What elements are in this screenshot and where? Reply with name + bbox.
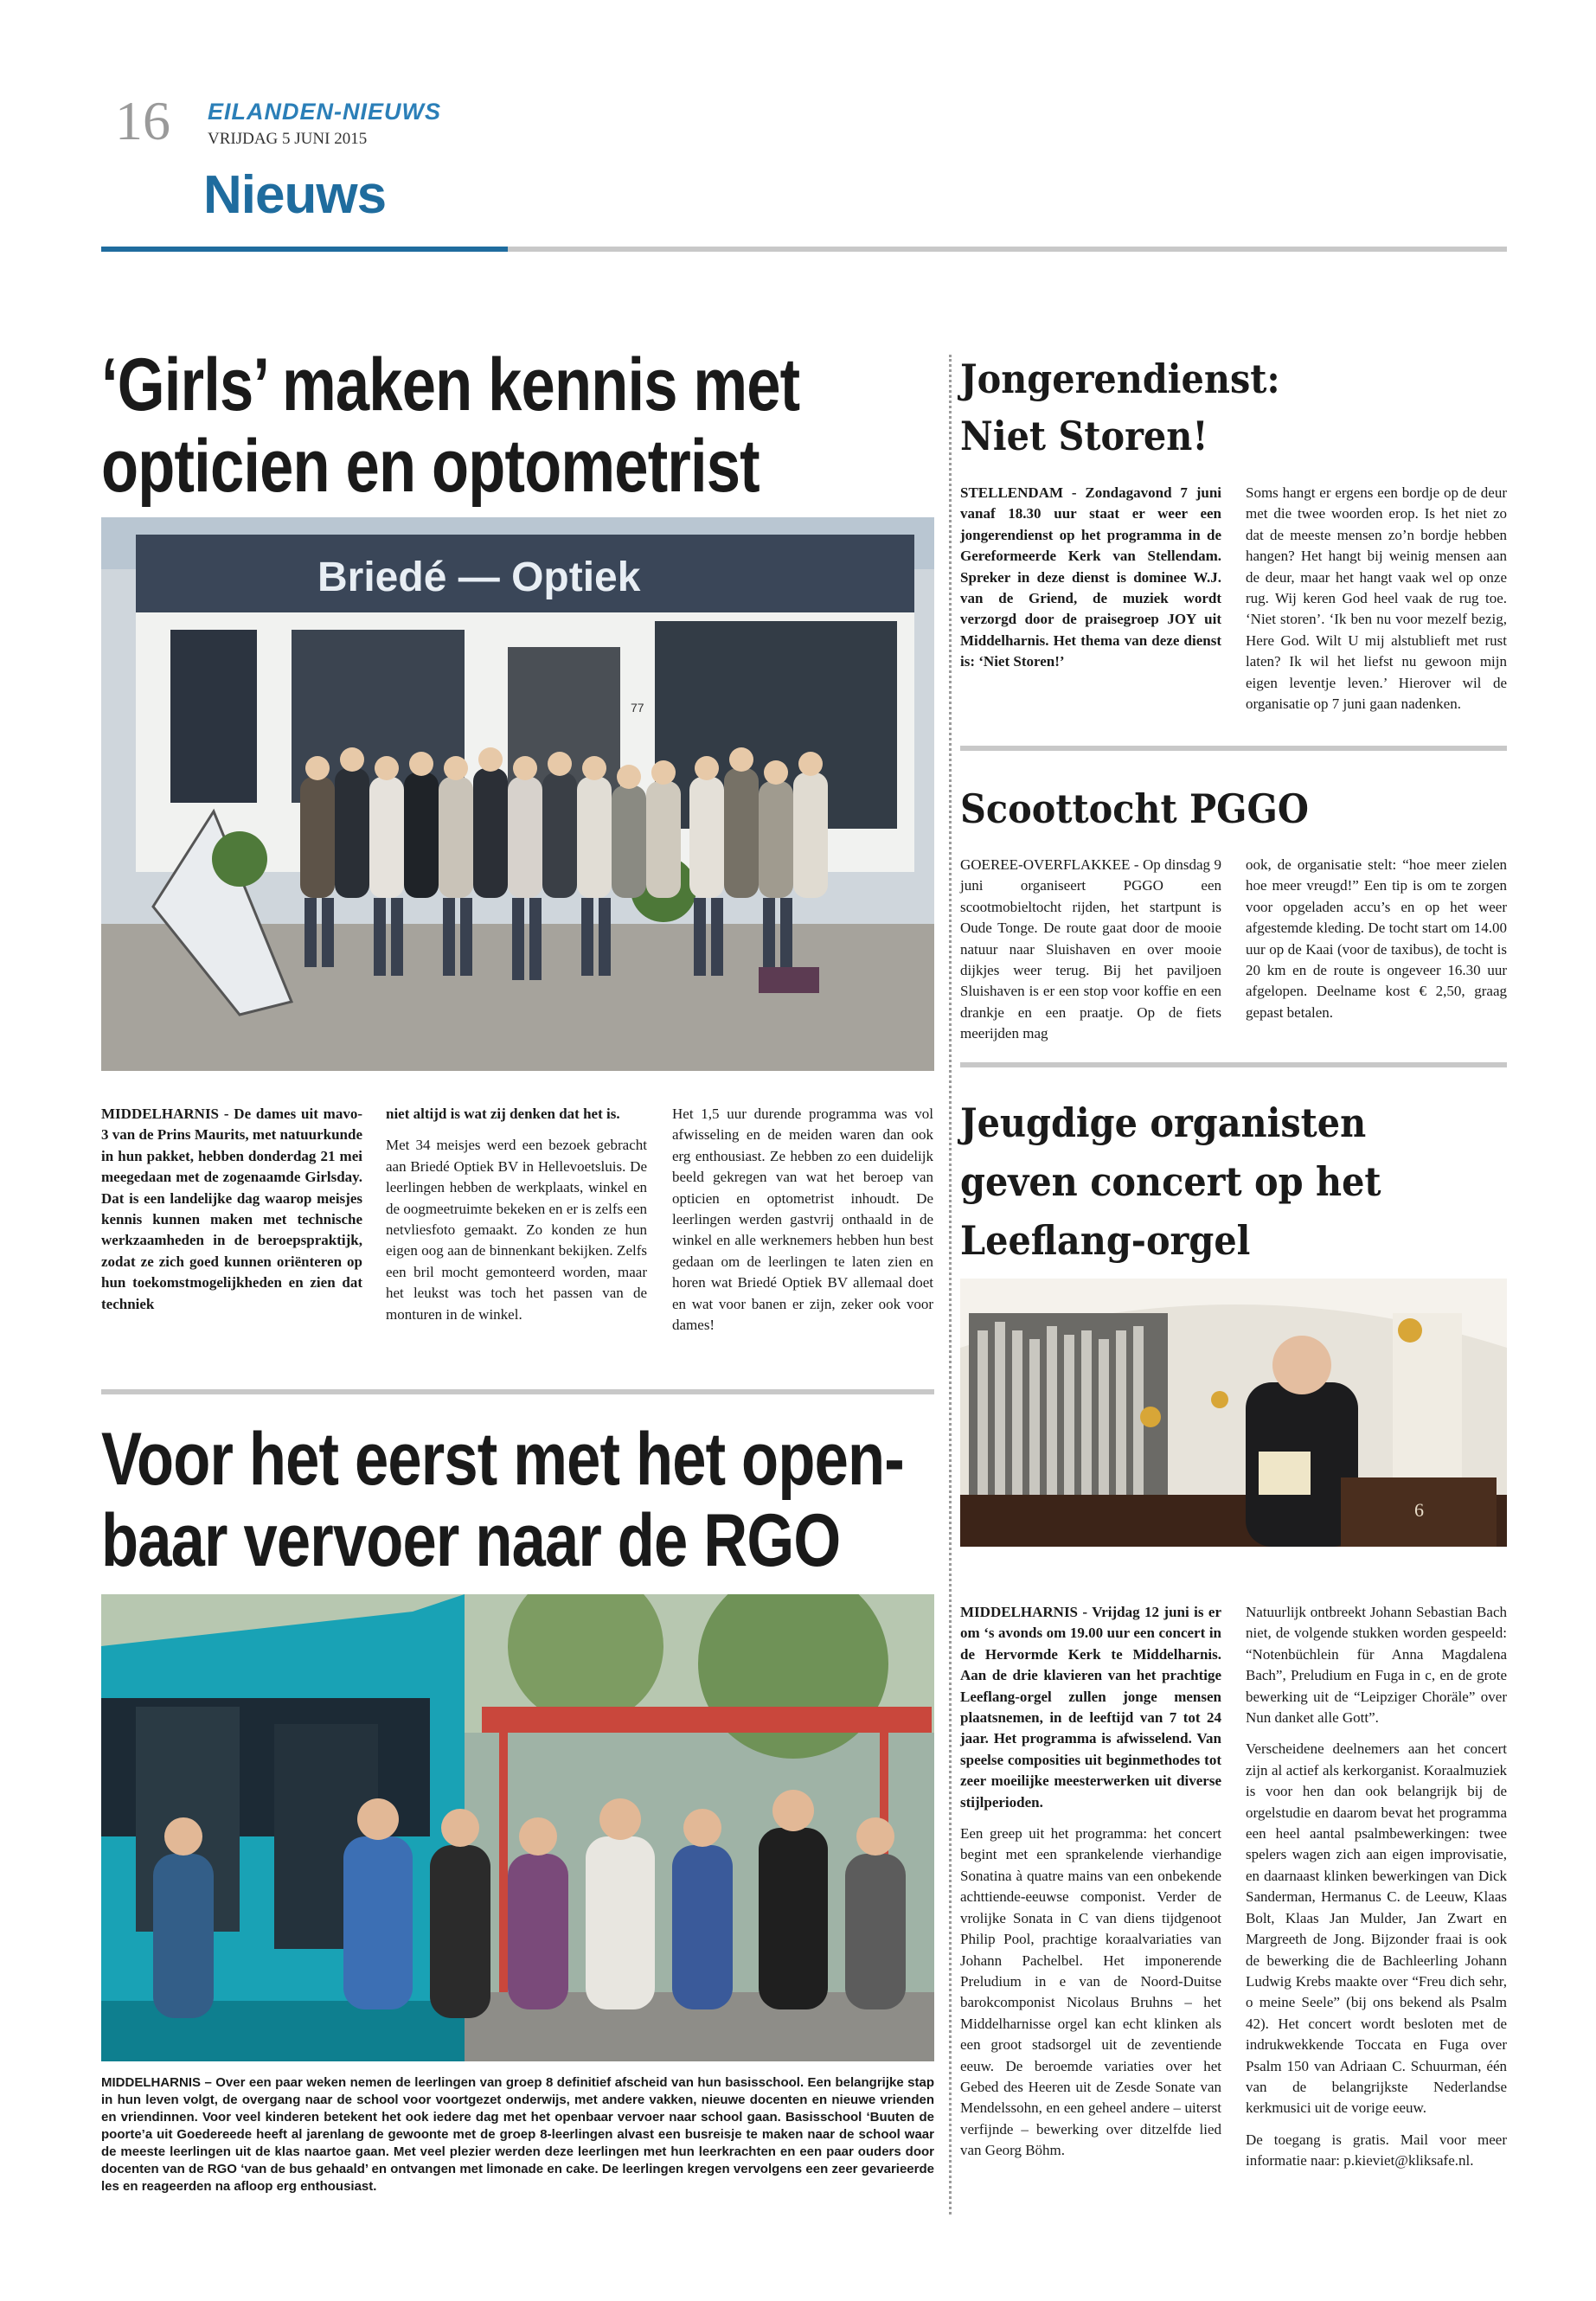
headline-line: Jongerendienst: — [960, 356, 1280, 402]
photo-organ-church — [960, 1279, 1507, 1547]
headline-line: baar vervoer naar de RGO — [101, 1499, 841, 1582]
article-organisten-lead: MIDDELHARNIS - Vrijdag 12 juni is er om ‘s avonds om 19.00 uur een concert in de Hervormde Kerk te Middelharnis. Aan de drie klavieren van het prachtige Leeflang-orgel zullen jonge mensen plaatsnemen, in de leeftijd van 7 tot 24 jaar. Het programma is afwisselend. Van speelse composities uit beginmethodes tot zeer moeilijke meesterwerken uit diverse stijlperioden. — [960, 1604, 1221, 1811]
article-girls-col2-lead: niet altijd is wat zij denken dat het is. — [386, 1106, 620, 1122]
article-rgo-headline — [101, 1419, 904, 1581]
publication-date: VRIJDAG 5 JUNI 2015 — [208, 130, 368, 148]
column-divider — [949, 355, 952, 2214]
photo-optician-shop — [101, 517, 934, 1071]
article-divider — [101, 1389, 934, 1394]
article-scoottocht-col1: GOEREE-OVERFLAKKEE - Op dinsdag 9 juni organiseert PGGO een scootmobieltocht rijden, het startpunt is Oude Tonge. De route gaat door de mooie natuur naar Sluishaven en over mooie dijkjes weer terug. Bij het paviljoen Sluishaven is er een stop voor koffie en een drankje en een praatje. Op de fiets meerijden mag — [960, 856, 1221, 1042]
shop-sign: Briedé — Optiek — [317, 554, 641, 600]
headline-line: opticien en optometrist — [101, 425, 760, 508]
house-number: 77 — [631, 701, 644, 715]
article-divider — [960, 746, 1507, 751]
article-organisten-col2 — [1246, 1602, 1507, 2172]
article-organisten-col2-p1: Natuurlijk ontbreekt Johann Sebastian Bach niet, de volgende stukken worden gespeeld: “Notenbüchlein für Anna Magdalena Bach”, Preludium en Fuga in c, en de grote bewerking uit de “Leipziger Choräle” over Nun danket alle Gott”. — [1246, 1604, 1507, 1727]
article-girls-col1: MIDDELHARNIS - De dames uit mavo-3 van de Prins Maurits, met natuurkunde in hun pakket, hebben donderdag 21 mei meegedaan met de zogenaamde Girlsday. Dat is een landelijke dag waarop meisjes kennis kunnen maken met technische werkzaamheden in de beroepspraktijk, zodat ze zich goed kunnen oriënteren op hun toekomstmogelijkheden en zien dat techniek — [101, 1106, 362, 1312]
article-divider — [960, 1062, 1507, 1067]
section-title: Nieuws — [203, 165, 387, 225]
article-organisten-col2-p3: De toegang is gratis. Mail voor meer informatie naar: p.kieviet@kliksafe.nl. — [1246, 2131, 1507, 2170]
headline-line: geven concert op het — [960, 1158, 1381, 1205]
section-rule — [508, 247, 1507, 252]
photo-bus-students — [101, 1594, 934, 2061]
article-jongerendienst-col1: STELLENDAM - Zondagavond 7 juni vanaf 18.30 uur staat er weer een jongerendienst op het programma in de Gereformeerde Kerk van Stellendam. Spreker in deze dienst is dominee W.J. van de Griend, de muziek wordt verzorgd door de praisegroep JOY uit Middelharnis. Het thema van deze dienst is: ‘Niet Storen!’ — [960, 484, 1221, 670]
headline-line: ‘Girls’ maken kennis met — [101, 343, 800, 426]
headline-line: Jeugdige organisten — [960, 1099, 1367, 1146]
article-organisten-col2-p2: Verscheidene deelnemers aan het concert zijn al actief als kerkorganist. Koraalmuziek is voor hen dan ook belangrijk bij de orgelstudie en daarom bevat het programma een heel aantal psalmbewerkingen: twee spelers wagen zich aan eigen improvisatie, en daarnaast klinken bewerkingen van Dick Sanderman, Hermanus C. de Leeuw, Klaas Bolt, Klaas Jan Mulder, Jan Zwart en Margreeth de Jong. Bijzonder fraai is ook de bewerking die de Bachleerling Johann Ludwig Krebs maakte over “Freu dich sehr, o meine Seele” (bij ons bekend als Psalm 42). Het concert wordt besloten met de indrukwekkende Toccata en Fuga over Psalm 150 van Adriaan C. Schuurman, één van de belangrijkste Nederlandse kerkmusici uit de vorige eeuw. — [1246, 1740, 1507, 2117]
article-organisten-col1 — [960, 1602, 1221, 2162]
article-jongerendienst-headline — [960, 350, 1280, 465]
article-organisten-col1-body: Een greep uit het programma: het concert begint met een sprankelende vierhandige Sonatina à quatre mains van een onbekende achttiende-eeuwse componist. Verder de vrolijke Sonata in C van diens tijdgenoot Philip Pool, prachtige koraalvariaties van Johann Pachelbel. Het imponerende Preludium in e van de Noord-Duitse barokcomponist Nicolaus Bruhns – het Middelharnisse orgel kan echt klinken als een groot stadsorgel uit de zeventiende eeuw. De beroemde variaties over het Gebed des Heeren uit de Zesde Sonate van Mendelssohn, en een geheel andere – uiterst verfijnde – bewerking over ditzelfde lied van Georg Böhm. — [960, 1825, 1221, 2159]
article-scoottocht-headline: Scoottocht PGGO — [960, 785, 1309, 832]
newspaper-brand: EILANDEN-NIEUWS — [208, 99, 441, 125]
pew-number: 6 — [1414, 1499, 1424, 1521]
article-organisten-headline — [960, 1093, 1381, 1270]
headline-line: Leeflang-orgel — [960, 1217, 1251, 1264]
article-jongerendienst-col2: Soms hangt er ergens een bordje op de deur met die twee woorden erop. Is het niet zo dat de meeste mensen zo’n bordje hebben hangen? Het hangt bij weinig mensen aan de deur, maar het hangt vaak wel op onze rug. Wij keren God heel vaak de rug toe. ‘Niet storen’. ‘Ik ben nu voor mezelf bezig, Here God. Wilt U mij alstublieft met rust laten? Ik wil het liefst nu gewoon mijn eigen leventje leven.’ Hierover wil de organisatie op 7 juni gaan nadenken. — [1246, 484, 1507, 713]
article-scoottocht-col2: ook, de organisatie stelt: “hoe meer zielen hoe meer vreugd!” Een tip is om te zorgen voor opgeladen accu’s en op het weer afgestemde kleding. De tocht start om 14.00 uur op de Kaai (voor de taxibus), de tocht is 20 km en de route is ongeveer 16.30 uur afgelopen. Deelname kost € 2,50, graag gepast betalen. — [1246, 856, 1507, 1021]
page-number: 16 — [115, 90, 170, 151]
article-girls-col2-body: Met 34 meisjes werd een bezoek gebracht aan Briedé Optiek BV in Hellevoetsluis. De leerlingen hebben de werkplaats, winkel en de oogmeetruimte bekeken en er is zelfs een netvliesfoto gemaakt. Zo konden ze hun eigen oog aan de binnenkant bekijken. Zelfs een bril mocht gemonteerd worden, maar het leukst was toch het passen van de monturen in de winkel. — [386, 1137, 647, 1323]
article-girls-headline — [101, 344, 799, 507]
article-girls-col2 — [386, 1104, 647, 1325]
article-girls-col3: Het 1,5 uur durende programma was vol afwisseling en de meiden waren dan ook erg enthousiast. Ze hebben zo een duidelijk beeld gekregen van wat het beroep van opticien en optometrist inhoudt. De leerlingen werden gastvrij onthaald in de winkel en alle werknemers hebben hun best gedaan om de leerlingen te laten zien en horen wat Briedé Optiek BV allemaal doet en wat voor banen er zijn, zeker ook voor dames! — [672, 1106, 933, 1334]
photo-caption-rgo: MIDDELHARNIS – Over een paar weken nemen de leerlingen van groep 8 definitief afscheid van hun basisschool. Een belangrijke stap in hun leven volgt, de overgang naar de school voor voortgezet onderwijs, met andere vakken, nieuwe docenten en nieuwe vrienden en vriendinnen. Voor veel kinderen betekent het ook iedere dag met het openbaar vervoer naar school gaan. Basisschool ‘Buuten de poorte’a uit Goedereede heeft al jarenlang de gewoonte met de groep 8-leerlingen alvast een busreisje te maken naar de school waar de meeste leerlingen uit de klas naartoe gaan. Met veel plezier werden deze leerlingen met hun leerkrachten en een paar ouders door docenten van de RGO ‘van de bus gehaald’ en ontvangen met limonade en cake. De leerlingen kregen vervolgens een zeer gevarieerde les en reageerden na afloop erg enthousiast. — [101, 2075, 934, 2194]
section-rule-accent — [101, 247, 508, 252]
headline-line: Niet Storen! — [960, 413, 1208, 459]
headline-line: Voor het eerst met het open- — [101, 1418, 904, 1501]
